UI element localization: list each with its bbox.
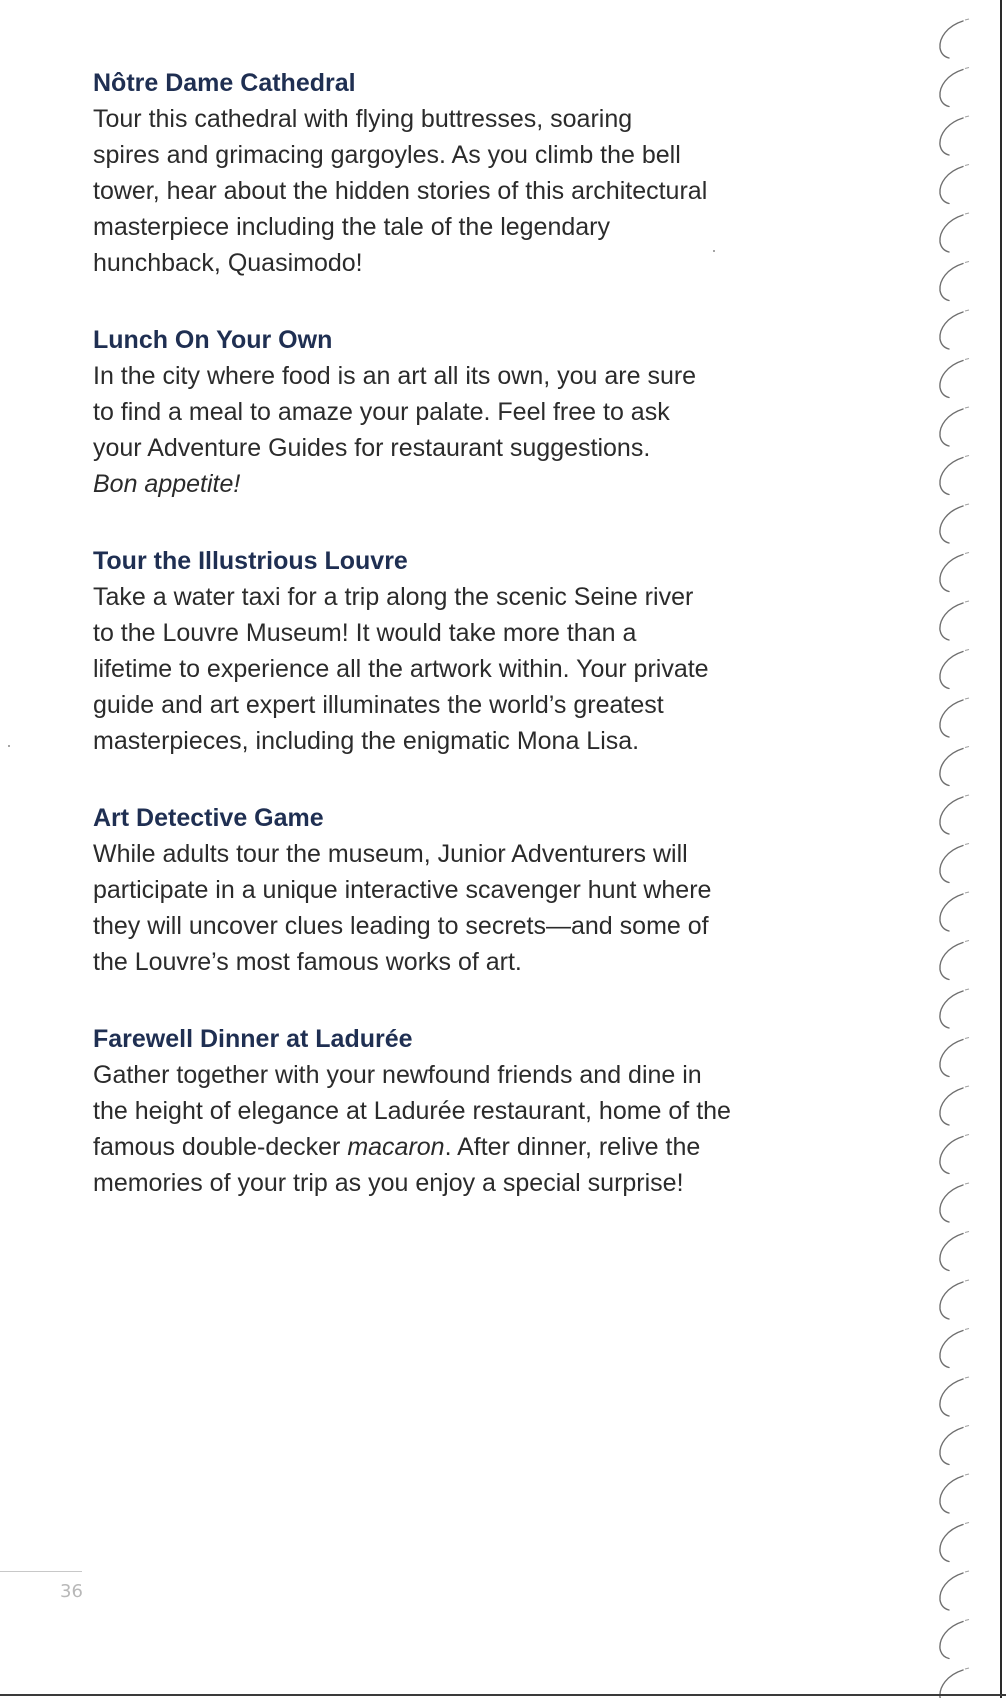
binding-coil-tick xyxy=(965,892,969,893)
binding-coil xyxy=(940,1088,963,1125)
description-line: lifetime to experience all the artwork within. Your private xyxy=(93,655,709,683)
binding-coil-tick xyxy=(965,68,969,69)
line-text: . After dinner, relive the xyxy=(444,1133,701,1161)
binding-coil xyxy=(940,749,963,786)
section-title: Tour the Illustrious Louvre xyxy=(93,547,408,575)
binding-coil-tick xyxy=(965,213,969,214)
binding-coil xyxy=(940,361,963,398)
binding-coil-tick xyxy=(965,1571,969,1572)
footer-rule xyxy=(0,1571,82,1572)
binding-coil xyxy=(940,1282,963,1319)
section-description xyxy=(93,358,823,502)
description-line: participate in a unique interactive scavenger hunt where xyxy=(93,876,712,904)
description-line: Take a water taxi for a trip along the scenic Seine river xyxy=(93,583,694,611)
binding-coil-tick xyxy=(965,1038,969,1039)
binding-coil-tick xyxy=(965,456,969,457)
page-number: 36 xyxy=(60,1581,83,1602)
binding-coil-tick xyxy=(965,1668,969,1669)
binding-coil-tick xyxy=(965,407,969,408)
binding-coil xyxy=(940,458,963,495)
section-description xyxy=(93,101,823,281)
binding-coil-tick xyxy=(965,601,969,602)
binding-coil xyxy=(940,1525,963,1562)
binding-coil-tick xyxy=(965,989,969,990)
section-description xyxy=(93,579,823,759)
section-title: Art Detective Game xyxy=(93,804,324,832)
binding-coil xyxy=(940,991,963,1028)
binding-coil-tick xyxy=(965,359,969,360)
description-line: your Adventure Guides for restaurant suggestions. xyxy=(93,434,651,462)
description-line: Tour this cathedral with flying buttresses, soaring xyxy=(93,105,633,133)
binding-coil xyxy=(940,652,963,689)
page-bottom-edge xyxy=(0,1694,1006,1696)
binding-coil-tick xyxy=(965,650,969,651)
description-line: Gather together with your newfound friends and dine in xyxy=(93,1061,702,1089)
binding-coil-tick xyxy=(965,1329,969,1330)
binding-coil xyxy=(940,1573,963,1610)
section-notre-dame xyxy=(93,66,823,281)
description-line: tower, hear about the hidden stories of this architectural xyxy=(93,177,708,205)
description-line: While adults tour the museum, Junior Adventurers will xyxy=(93,840,688,868)
binding-coil xyxy=(940,1622,963,1659)
description-line: memories of your trip as you enjoy a special surprise! xyxy=(93,1169,684,1197)
binding-coil xyxy=(940,894,963,931)
description-line: the height of elegance at Ladurée restaurant, home of the xyxy=(93,1097,731,1125)
italic-word: macaron xyxy=(347,1133,445,1161)
description-line: hunchback, Quasimodo! xyxy=(93,249,363,277)
section-louvre xyxy=(93,544,823,759)
binding-coil-tick xyxy=(965,1426,969,1427)
binding-coil-tick xyxy=(965,165,969,166)
binding-coil xyxy=(940,1234,963,1271)
description-line-mixed xyxy=(93,1129,823,1165)
binding-coil xyxy=(940,1185,963,1222)
binding-coil xyxy=(940,943,963,980)
description-line: masterpiece including the tale of the legendary xyxy=(93,213,610,241)
binding-coil xyxy=(940,506,963,543)
binding-coil-tick xyxy=(965,698,969,699)
binding-coil xyxy=(940,215,963,252)
section-title: Lunch On Your Own xyxy=(93,326,333,354)
line-text: famous double-decker xyxy=(93,1133,348,1161)
section-art-detective xyxy=(93,801,823,980)
spiral-binding xyxy=(925,0,1006,1698)
binding-coil-tick xyxy=(965,504,969,505)
description-line: In the city where food is an art all its own, you are sure xyxy=(93,362,697,390)
binding-coil-tick xyxy=(965,1474,969,1475)
binding-coil xyxy=(940,797,963,834)
binding-coil xyxy=(940,1379,963,1416)
binding-coil-tick xyxy=(965,844,969,845)
description-line: to find a meal to amaze your palate. Feel free to ask xyxy=(93,398,670,426)
page-edge xyxy=(1000,0,1002,1698)
binding-coil-tick xyxy=(965,747,969,748)
binding-coil-tick xyxy=(965,1232,969,1233)
binding-coil xyxy=(940,70,963,107)
binding-coil xyxy=(940,700,963,737)
binding-coil-tick xyxy=(965,116,969,117)
binding-coil xyxy=(940,603,963,640)
scan-speck xyxy=(8,745,10,747)
scan-speck xyxy=(713,250,715,252)
binding-coil xyxy=(940,1428,963,1465)
itinerary-content xyxy=(93,66,823,1243)
section-lunch xyxy=(93,323,823,502)
binding-coil xyxy=(940,312,963,349)
binding-coil-tick xyxy=(965,941,969,942)
binding-coil xyxy=(940,1040,963,1077)
binding-coil xyxy=(940,167,963,204)
binding-coil xyxy=(940,1476,963,1513)
binding-coil-tick xyxy=(965,1135,969,1136)
section-description xyxy=(93,836,823,980)
description-line: spires and grimacing gargoyles. As you climb the bell xyxy=(93,141,681,169)
section-title: Farewell Dinner at Ladurée xyxy=(93,1025,413,1053)
binding-coil xyxy=(940,264,963,301)
binding-coil-tick xyxy=(965,1523,969,1524)
section-farewell-dinner xyxy=(93,1022,823,1201)
italic-phrase: Bon appetite! xyxy=(93,470,241,498)
binding-coil-tick xyxy=(965,1620,969,1621)
section-description xyxy=(93,1057,823,1201)
binding-coil-tick xyxy=(965,310,969,311)
section-title: Nôtre Dame Cathedral xyxy=(93,69,356,97)
binding-coil xyxy=(940,846,963,883)
binding-coil-tick xyxy=(965,1280,969,1281)
binding-coil-tick xyxy=(965,795,969,796)
binding-coils xyxy=(940,19,969,1698)
description-line: the Louvre’s most famous works of art. xyxy=(93,948,522,976)
binding-coil xyxy=(940,555,963,592)
binding-coil xyxy=(940,21,963,58)
description-line: to the Louvre Museum! It would take more than a xyxy=(93,619,637,647)
binding-coil xyxy=(940,118,963,155)
binding-coil-tick xyxy=(965,1183,969,1184)
description-line: they will uncover clues leading to secrets—and some of xyxy=(93,912,709,940)
binding-coil-tick xyxy=(965,262,969,263)
binding-coil-tick xyxy=(965,1377,969,1378)
binding-coil xyxy=(940,409,963,446)
binding-coil xyxy=(940,1137,963,1174)
binding-coil xyxy=(940,1331,963,1368)
binding-coil-tick xyxy=(965,19,969,20)
description-line: masterpieces, including the enigmatic Mona Lisa. xyxy=(93,727,640,755)
description-line: guide and art expert illuminates the world’s greatest xyxy=(93,691,664,719)
binding-coil-tick xyxy=(965,553,969,554)
binding-coil-tick xyxy=(965,1086,969,1087)
